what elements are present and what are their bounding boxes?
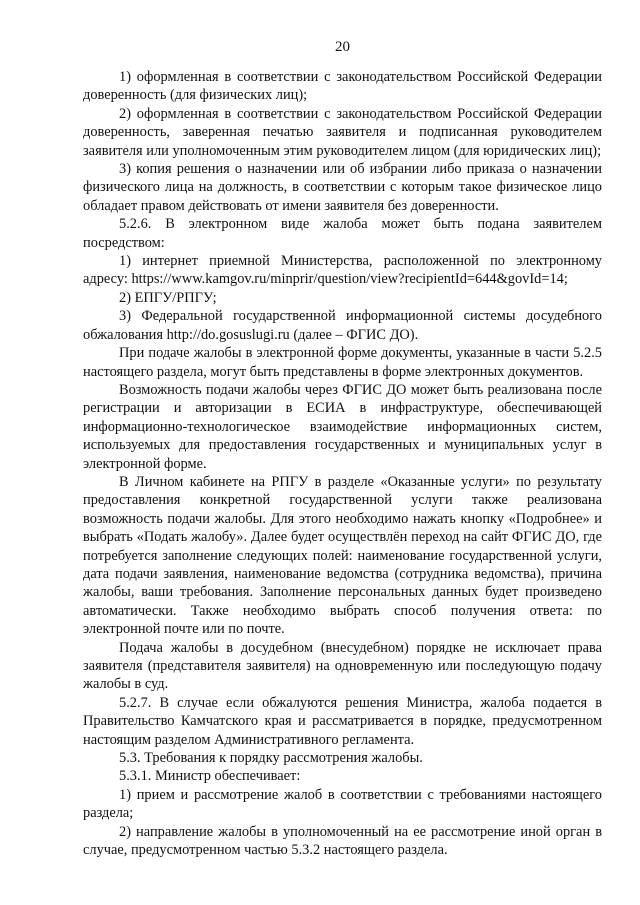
paragraph: 5.2.6. В электронном виде жалоба может быть подана заявителем посредством: (83, 216, 602, 251)
paragraph: В Личном кабинете на РПГУ в разделе «Оказанные услуги» по результату предоставления конкретной государственной услуги также реализована возможность подачи жалобы. Для этого необходимо нажать кнопку «Подробнее» и выбрать «Подать жалобу». Далее будет осуществлён переход на сайт ФГИС ДО, где потребуется заполнение следующих полей: наименование государственной услуги, дата подачи заявления, наименование ведомства (сотрудника ведомства), причина жалобы, ваши требования. Заполнение персональных данных будет произведено автоматически. Также необходимо выбрать способ получения ответа: по электронной почте или по почте. (83, 473, 602, 638)
paragraph: 5.3.1. Министр обеспечивает: (119, 768, 301, 785)
paragraph: 5.2.7. В случае если обжалуются решения Министра, жалоба подается в Правительство Камчатского края и рассматривается в порядке, предусмотренном настоящим разделом Административного регламента. (83, 694, 602, 748)
paragraph: 2) направление жалобы в уполномоченный на ее рассмотрение иной орган в случае, предусмотренном частью 5.3.2 настоящего раздела. (83, 823, 602, 859)
paragraph: 2) ЕПГУ/РПГУ; (119, 289, 217, 306)
paragraph: Возможность подачи жалобы через ФГИС ДО может быть реализована после регистрации и авторизации в ЕСИА в инфраструктуре, обеспечивающей информационно-технологическое взаимодействие информационных систем, используемых для предоставления государственных и муниципальных услуг в электронной форме. (83, 381, 602, 472)
paragraph-with-url: 3) Федеральной государственной информационной системы досудебного обжалования http://do.gosuslugi.ru (далее – ФГИС ДО). (83, 308, 602, 343)
document-body (83, 68, 602, 859)
paragraph: 3) копия решения о назначении или об избрании либо приказа о назначении физического лица на должность, в соответствии с которым такое физическое лицо обладает правом действовать от имени заявителя без доверенности. (83, 161, 602, 214)
section-heading: 5.3. Требования к порядку рассмотрения жалобы. (119, 750, 423, 767)
paragraph: 1) прием и рассмотрение жалоб в соответствии с требованиями настоящего раздела; (83, 786, 602, 822)
paragraph: Подача жалобы в досудебном (внесудебном) порядке не исключает права заявителя (представителя заявителя) на одновременную или последующую подачу жалобы в суд. (83, 639, 602, 693)
paragraph: При подаче жалобы в электронной форме документы, указанные в части 5.2.5 настоящего раздела, могут быть представлены в форме электронных документов. (83, 345, 602, 380)
paragraph: 1) оформленная в соответствии с законодательством Российской Федерации доверенность (для физических лиц); (83, 69, 602, 104)
page-number: 20 (335, 39, 350, 55)
paragraph: 2) оформленная в соответствии с законодательством Российской Федерации доверенность, заверенная печатью заявителя и подписанная руководителем заявителя или уполномоченным этим руководителем лицом (для юридических лиц); (83, 105, 602, 159)
paragraph-with-url: 1) интернет приемной Министерства, расположенной по электронному адресу: https://www.kamgov.ru/minprir/question/view?recipientId=644&govId=14; (83, 253, 602, 288)
